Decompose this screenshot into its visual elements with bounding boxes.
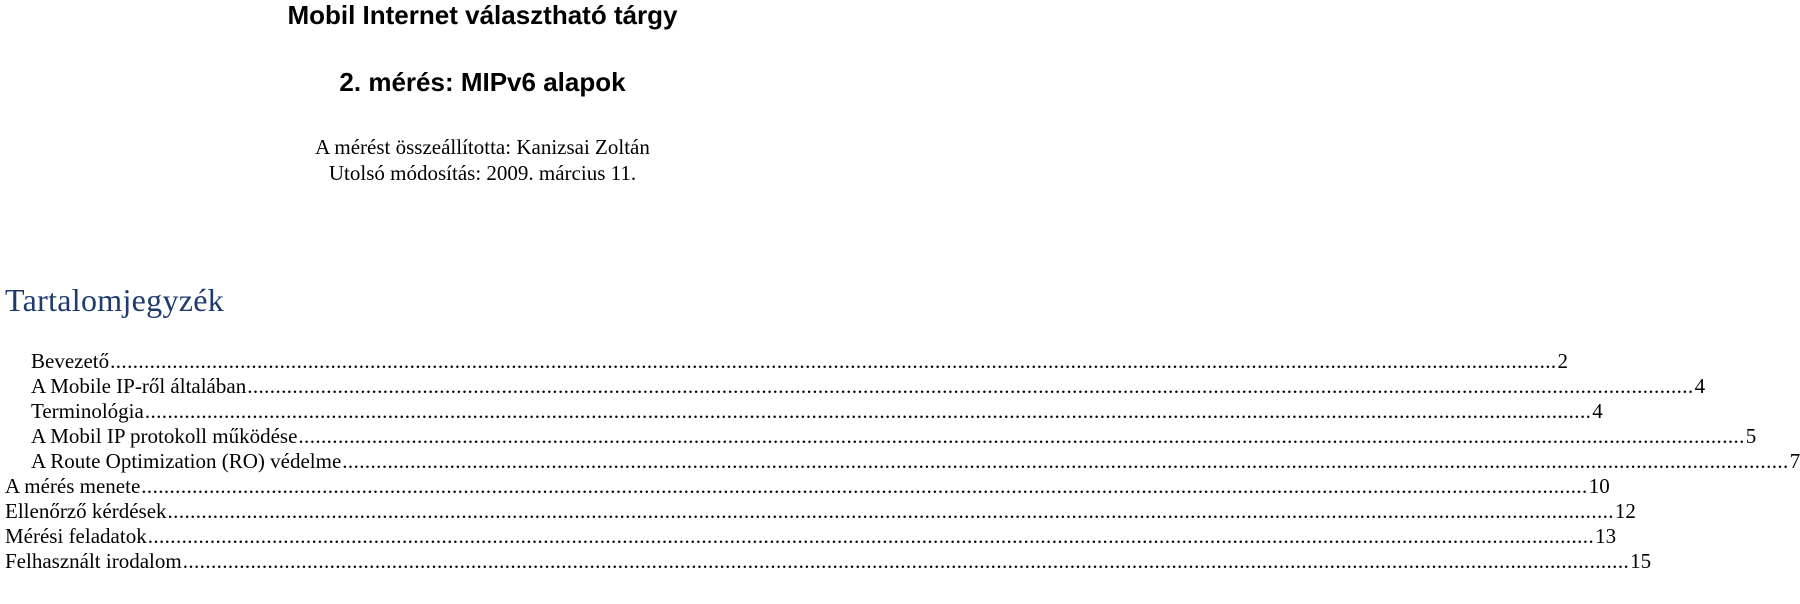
toc-entry-page: 4 xyxy=(1694,374,1706,398)
toc-dot-leader xyxy=(168,499,1614,524)
toc-dot-leader xyxy=(141,474,1587,499)
toc-entry-label: A Mobile IP-ről általában xyxy=(31,374,247,398)
toc-entry-page: 15 xyxy=(1630,549,1652,573)
toc-dot-leader xyxy=(342,449,1788,474)
toc-entry-label: Mérési feladatok xyxy=(5,524,147,548)
last-modified-line: Utolsó módosítás: 2009. március 11. xyxy=(328,161,637,185)
toc-entry[interactable] xyxy=(5,449,1800,474)
toc-dot-leader xyxy=(148,524,1594,549)
toc-entry-page: 13 xyxy=(1595,524,1617,548)
lab-title: 2. mérés: MIPv6 alapok xyxy=(339,67,626,97)
toc-entry[interactable] xyxy=(5,549,1652,574)
toc-entry[interactable] xyxy=(5,349,1569,374)
toc-entry[interactable] xyxy=(5,424,1757,449)
toc-entry-label: A mérés menete xyxy=(5,474,141,498)
course-title: Mobil Internet választható tárgy xyxy=(287,0,678,30)
table-of-contents xyxy=(5,349,1800,574)
toc-dot-leader xyxy=(247,374,1693,399)
toc-dot-leader xyxy=(110,349,1556,374)
toc-entry[interactable] xyxy=(5,374,1706,399)
toc-entry-label: Bevezető xyxy=(31,349,110,373)
toc-dot-leader xyxy=(298,424,1744,449)
toc-entry-page: 2 xyxy=(1557,349,1569,373)
toc-entry-page: 4 xyxy=(1592,399,1603,423)
toc-entry[interactable] xyxy=(5,499,1636,524)
toc-entry-label: A Route Optimization (RO) védelme xyxy=(31,449,342,473)
toc-entry-label: Ellenőrző kérdések xyxy=(5,499,167,523)
toc-dot-leader xyxy=(183,549,1629,574)
toc-entry[interactable] xyxy=(5,399,1603,424)
toc-entry-label: Felhasznált irodalom xyxy=(5,549,182,573)
toc-entry-page: 7 xyxy=(1789,449,1800,473)
toc-entry-label: Terminológia xyxy=(31,399,144,423)
toc-entry-page: 12 xyxy=(1614,499,1636,523)
toc-entry[interactable] xyxy=(5,474,1610,499)
toc-entry[interactable] xyxy=(5,524,1617,549)
toc-dot-leader xyxy=(145,399,1591,424)
toc-entry-page: 5 xyxy=(1745,424,1757,448)
toc-heading: Tartalomjegyzék xyxy=(5,282,225,318)
author-line: A mérést összeállította: Kanizsai Zoltán xyxy=(315,135,650,159)
toc-entry-page: 10 xyxy=(1588,474,1610,498)
toc-entry-label: A Mobil IP protokoll működése xyxy=(31,424,298,448)
